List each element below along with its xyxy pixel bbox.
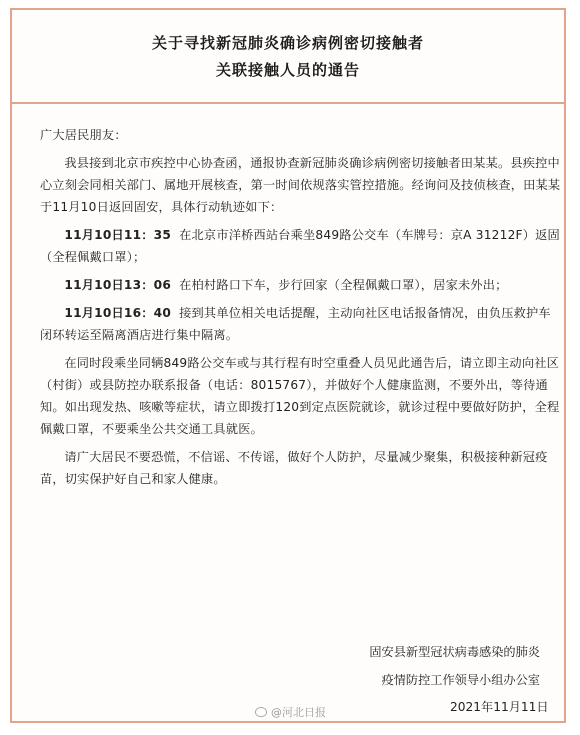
timeline-item-1 [40,224,562,268]
signature-date: 2021年11月11日 [450,700,549,714]
watermark-text: @河北日报 [271,706,326,719]
title-divider [12,102,564,104]
timeline-item-3 [40,302,562,346]
watermark [255,704,326,720]
timeline-text-2: 在柏村路口下车，步行回家（全程佩戴口罩），居家未外出； [179,278,508,292]
notice-frame [10,8,566,723]
closing-paragraph: 请广大居民不要恐慌，不信谣、不传谣，做好个人防护，尽量减少聚集，积极接种新冠疫苗，切实保护好自己和家人健康。 [40,450,548,486]
title-line-1: 关于寻找新冠肺炎确诊病例密切接触者 [151,34,424,52]
notice-body [40,124,562,490]
timeline-text-1: 在北京市洋桥西站台乘坐849路公交车（车牌号：京A 31212F）返固（全程佩戴口罩）； [40,228,560,264]
timeline-time-1: 11月10日11：35 [64,228,171,242]
timeline-time-3: 11月10日16：40 [64,306,171,320]
salutation: 广大居民朋友： [40,128,127,142]
weibo-icon [255,707,267,717]
timeline-time-2: 11月10日13：06 [64,278,171,292]
signature-line-2: 疫情防控工作领导小组办公室 [381,673,540,687]
notice-paragraph: 在同时段乘坐同辆849路公交车或与其行程有时空重叠人员见此通告后，请立即主动向社区（村街）或县防控办联系报备（电话：8015767），并做好个人健康监测，不要外出，等待通知。如出现发热、咳嗽等症状，请立即拨打120到定点医院就诊，就诊过程中要做好防护，全程佩戴口罩，不要乘坐公共交通工具就医。 [40,356,560,436]
signature-line-1: 固安县新型冠状病毒感染的肺炎 [369,645,540,659]
timeline-item-2 [40,274,562,296]
timeline-text-3: 接到其单位相关电话提醒，主动向社区电话报备情况，由负压救护车闭环转运至隔离酒店进行集中隔离。 [40,306,551,342]
intro-paragraph: 我县接到北京市疾控中心协查函，通报协查新冠肺炎确诊病例密切接触者田某某。县疾控中心立刻会同相关部门、属地开展核查，第一时间依规落实管控措施。经询问及技侦核查，田某某于11月10日返回固安，具体行动轨迹如下： [40,156,561,214]
title-line-2: 关联接触人员的通告 [215,61,360,79]
